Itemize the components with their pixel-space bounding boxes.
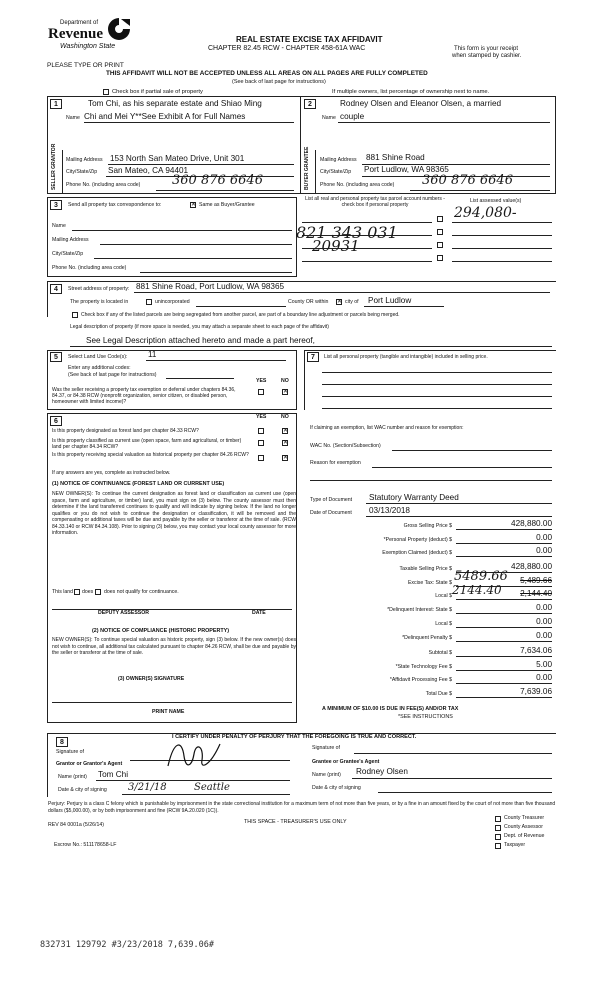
form-revision: REV 84 0001a (5/26/14) (48, 822, 104, 828)
personal-property-checkbox-1[interactable] (437, 216, 443, 222)
section-7-number: 7 (307, 352, 319, 362)
s6-q3: Is this property receiving special valuation as historical property per chapter 84.26 RCW? (52, 452, 249, 458)
grantee-date-rule (378, 792, 552, 793)
s6-yes-header: YES (256, 414, 267, 420)
excise-state-handwritten[interactable]: 5489.66 (454, 569, 508, 584)
land-use-code[interactable]: 11 (148, 350, 157, 359)
s6-q1: Is this property designated as forest land per chapter 84.33 RCW? (52, 428, 199, 434)
excise-state-label: Excise Tax: State $ (407, 580, 452, 586)
treasurer-use: THIS SPACE - TREASURER'S USE ONLY (244, 819, 347, 825)
gross-value[interactable]: 428,880.00 (511, 519, 552, 528)
buyer-phone[interactable]: 360 876 6646 (422, 173, 513, 188)
legal-label: Legal description of property (if more space is needed, you may attach a separate sheet to each page of the affidavit) (70, 324, 329, 330)
additional-codes-rule (166, 378, 234, 379)
warning-text: THIS AFFIDAVIT WILL NOT BE ACCEPTED UNLESS ALL AREAS ON ALL PAGES ARE FULLY COMPLETED (106, 70, 428, 77)
buyer-city[interactable]: Port Ludlow, WA 98365 (364, 165, 449, 174)
partial-sale-checkbox[interactable] (103, 89, 109, 95)
section-8-box (47, 733, 556, 797)
parcel-row-4 (302, 261, 432, 262)
s6-no-header: NO (281, 414, 289, 420)
s7-rule-3 (322, 396, 552, 397)
assessed-row-3 (452, 248, 552, 249)
seller-name-rule (84, 122, 294, 123)
s3-city-label: City/State/Zip (52, 251, 84, 257)
taxable-label: Taxable Selling Price $ (399, 566, 452, 572)
personal-label: *Personal Property (deduct) $ (383, 537, 452, 543)
this-land-label: This land (52, 589, 74, 595)
assessed-row-4 (452, 261, 552, 262)
grantee-name-rule (352, 778, 552, 779)
see-instructions-note: *SEE INSTRUCTIONS (398, 714, 453, 720)
section-1-number: 1 (50, 99, 62, 109)
exemption-label: If claiming an exemption, list WAC number and reason for exemption: (310, 425, 464, 431)
doc-type-rule (366, 503, 552, 504)
reason-rule-2 (310, 480, 552, 481)
city-of-checkbox[interactable] (336, 299, 342, 305)
s5-no-header: NO (281, 378, 289, 384)
street-address[interactable]: 881 Shine Road, Port Ludlow, WA 98365 (136, 282, 285, 291)
grantee-name[interactable]: Rodney Olsen (356, 767, 408, 776)
partial-sale-label: Check box if partial sale of property (112, 89, 203, 95)
does-not-checkbox[interactable] (95, 589, 101, 595)
multiple-owners-note: If multiple owners, list percentage of ownership next to name. (332, 89, 490, 95)
notice1-body: NEW OWNER(S): To continue the current designation as forest land or classification as current use (open space, farm and agriculture, or timber) land, you must sign on (3) below. The county assessor must then determine if the land transferred continues to qualify and will indicate by signing below. If the land no longer qualifies or you do not wish to continue the designation or classification, it will be removed and the compensating or additional taxes will be due and payable by the seller or transferor at the time of sale. (RCW 84.33.140 or RCW 84.34.108). Prior to signing (3) below, you may contact your local county assessor for more information. (52, 491, 297, 536)
seller-addr-rule (108, 164, 294, 165)
logo-dept-text: Department of (60, 20, 99, 26)
land-use-label: Select Land Use Code(s): (68, 354, 128, 360)
subtotal-label: Subtotal $ (428, 650, 452, 656)
delinq-local-rule (456, 627, 552, 628)
grantee-agent-label: Grantee or Grantee's Agent (312, 759, 380, 765)
tech-fee-rule (456, 670, 552, 671)
grantor-date[interactable]: 3/21/18 (128, 782, 167, 793)
parties-divider (300, 96, 301, 194)
affidavit-fee-value[interactable]: 0.00 (536, 673, 552, 682)
s6-q2-no[interactable] (282, 440, 288, 446)
grantor-sig-label: Signature of (56, 749, 84, 755)
taxable-value[interactable]: 428,880.00 (511, 562, 552, 571)
copy-dept-revenue: Dept. of Revenue (504, 833, 545, 839)
s7-rule-1 (322, 372, 552, 373)
grantor-date-label: Date & city of signing (58, 787, 107, 793)
excise-local-rule (456, 599, 552, 600)
s6-q1-no[interactable] (282, 428, 288, 434)
copy-dept-revenue-checkbox[interactable] (495, 834, 501, 840)
grantor-signature-scribble[interactable] (164, 736, 224, 776)
dor-logo (48, 18, 138, 58)
excise-state-value[interactable]: 5,489.66 (520, 576, 552, 585)
subtotal-rule (456, 656, 552, 657)
same-as-buyer-label: Same as Buyer/Grantee (199, 202, 255, 208)
s5-q1-no[interactable] (282, 389, 288, 395)
legal-rule-1 (70, 346, 552, 347)
section-2-number: 2 (304, 99, 316, 109)
copy-taxpayer-checkbox[interactable] (495, 843, 501, 849)
s5-yes-header: YES (256, 378, 267, 384)
subtotal-value[interactable]: 7,634.06 (520, 646, 552, 655)
county-rule (196, 306, 286, 307)
wac-rule (392, 450, 552, 451)
grantee-name-label: Name (print) (312, 772, 341, 778)
certify-statement: I CERTIFY UNDER PENALTY OF PERJURY THAT THE FOREGOING IS TRUE AND CORRECT. (172, 734, 417, 740)
copy-taxpayer: Taxpayer (504, 842, 526, 848)
assessed-row-1 (452, 222, 552, 223)
exemption-claimed-value[interactable]: 0.00 (536, 546, 552, 555)
additional-codes-see-back: (See back of last page for instructions) (68, 372, 157, 378)
s7-rule-2 (322, 384, 552, 385)
doc-date-rule (366, 516, 552, 517)
print-name-label: PRINT NAME (152, 709, 185, 715)
assessed-value-1[interactable]: 294,080- (454, 205, 517, 221)
same-as-buyer-checkbox[interactable] (190, 202, 196, 208)
owner-sig-rule (52, 702, 292, 703)
form-chapter: CHAPTER 82.45 RCW - CHAPTER 458-61A WAC (208, 45, 366, 52)
s3-name-label: Name (52, 223, 66, 229)
total-rule (456, 697, 552, 698)
excise-local-label: Local $ (435, 593, 452, 599)
notice2-title: (2) NOTICE OF COMPLIANCE (HISTORIC PROPERTY) (92, 628, 230, 634)
tech-fee-value[interactable]: 5.00 (536, 660, 552, 669)
s3-phone-label: Phone No. (including area code) (52, 265, 127, 271)
delinq-pen-label: *Delinquent Penalty $ (402, 635, 452, 641)
does-checkbox[interactable] (74, 589, 80, 595)
buyer-phone-label: Phone No. (including area code) (320, 182, 395, 188)
minimum-fee-note: A MINIMUM OF $10.00 IS DUE IN FEE(S) AND/OR TAX (322, 706, 459, 712)
receipt-note-1: This form is your receipt (454, 46, 519, 52)
seller-side-divider (62, 150, 63, 194)
delinq-pen-value[interactable]: 0.00 (536, 631, 552, 640)
buyer-side-divider (315, 150, 316, 194)
doc-type[interactable]: Statutory Warranty Deed (369, 493, 459, 502)
seller-name-line2[interactable]: Chi and Mei Y**See Exhibit A for Full Names (84, 112, 246, 121)
personal-rule (456, 543, 552, 544)
s6-q3-yes[interactable] (258, 455, 264, 461)
section-6-number: 6 (50, 416, 62, 426)
buyer-phone-rule (410, 190, 550, 191)
delinq-int-value[interactable]: 0.00 (536, 603, 552, 612)
parcel-header: List all real and personal property tax parcel account numbers - check box if personal property (305, 196, 445, 208)
s3-addr-rule (100, 244, 292, 245)
s7-rule-4 (322, 408, 552, 409)
city-of-label: city of (345, 299, 359, 305)
owner-signature-label: (3) OWNER(S) SIGNATURE (118, 676, 185, 682)
form-title: REAL ESTATE EXCISE TAX AFFIDAVIT (236, 35, 383, 44)
located-in-label: The property is located in (70, 299, 129, 305)
grantee-sig-rule (354, 753, 552, 754)
unincorporated-label: unincorporated (155, 299, 190, 305)
legal-description[interactable]: See Legal Description attached hereto and made a part hereof, (86, 336, 315, 345)
parcel-number-1[interactable]: 821 343 031 (296, 223, 398, 242)
see-back-text: (See back of last page for instructions) (232, 79, 326, 85)
unincorporated-checkbox[interactable] (146, 299, 152, 305)
parcel-number-2[interactable]: 20931 (312, 237, 360, 255)
doc-date-label: Date of Document (310, 510, 352, 516)
seller-city-label: City/State/Zip (66, 169, 98, 175)
seller-name-line1: Tom Chi, as his separate estate and Shiao Ming (88, 99, 262, 108)
section-5-number: 5 (50, 352, 62, 362)
s6-q2-yes[interactable] (258, 440, 264, 446)
copy-county-assessor: County Assessor (504, 824, 543, 830)
buyer-addr[interactable]: 881 Shine Road (366, 153, 425, 162)
seller-name-label: Name (66, 115, 80, 121)
total-value[interactable]: 7,639.06 (520, 687, 552, 696)
gross-rule (456, 529, 552, 530)
does-not-label: does not qualify for continuance. (104, 589, 179, 595)
seller-phone-rule (156, 190, 294, 191)
doc-type-label: Type of Document (310, 497, 353, 503)
affidavit-fee-rule (456, 683, 552, 684)
s6-q2: Is this property classified as current use (open space, farm and agricultural, or timber) land per chapter 84.34 RCW? (52, 438, 242, 450)
delinq-local-value[interactable]: 0.00 (536, 617, 552, 626)
exemption-claimed-label: Exemption Claimed (deduct) $ (382, 550, 452, 556)
delinq-local-label: Local $ (435, 621, 452, 627)
section-8-number: 8 (56, 737, 68, 747)
street-label: Street address of property: (68, 286, 130, 292)
grantor-name-rule (96, 780, 290, 781)
grantee-date-label: Date & city of signing (312, 785, 361, 791)
copy-county-treasurer: County Treasurer (504, 815, 545, 821)
deputy-date-label: DATE (252, 610, 266, 616)
copy-county-assessor-checkbox[interactable] (495, 825, 501, 831)
delinq-pen-rule (456, 641, 552, 642)
buyer-city-label: City/State/Zip (320, 169, 352, 175)
personal-property-checkbox-4[interactable] (437, 255, 443, 261)
section-4-number: 4 (50, 284, 62, 294)
additional-codes-label: Enter any additional codes: (68, 365, 131, 371)
copy-county-treasurer-checkbox[interactable] (495, 816, 501, 822)
exemption-claimed-rule (456, 556, 552, 557)
reason-rule-1 (372, 467, 552, 468)
s3-name-rule (72, 230, 292, 231)
seller-city[interactable]: San Mateo, CA 94401 (108, 166, 189, 175)
personal-property-checkbox-2[interactable] (437, 229, 443, 235)
personal-property-label: List all personal property (tangible and intangible) included in selling price. (324, 354, 488, 360)
s3-phone-rule (140, 272, 292, 273)
excise-local-value[interactable]: 2,144.40 (520, 589, 552, 598)
escrow-number: Escrow No.: 511178658-LF (54, 842, 117, 848)
segregated-checkbox[interactable] (72, 312, 78, 318)
logo-mark-icon (106, 16, 132, 42)
buyer-name-rule (338, 122, 550, 123)
s5-q1: Was the seller receiving a property tax exemption or deferral under chapters 84.36, 84.37, or 84.38 RCW (nonprofit organization, senior citizen, or disabled person, homeowner with limited income)? (52, 387, 236, 405)
buyer-name-line1: Rodney Olsen and Eleanor Olsen, a married (340, 99, 502, 108)
tech-fee-label: *State Technology Fee $ (395, 664, 452, 670)
delinq-int-rule (456, 613, 552, 614)
section-3-label: Send all property tax correspondence to: (68, 202, 162, 208)
reason-label: Reason for exemption (310, 460, 361, 466)
grantor-city[interactable]: Seattle (194, 782, 230, 793)
buyer-name-line2[interactable]: couple (340, 112, 365, 121)
seller-addr-label: Mailing Address (66, 157, 103, 163)
seller-phone-label: Phone No. (including area code) (66, 182, 141, 188)
buyer-addr-label: Mailing Address (320, 157, 357, 163)
city-rule (364, 306, 444, 307)
doc-date[interactable]: 03/13/2018 (369, 506, 410, 515)
section-3-number: 3 (50, 200, 62, 210)
s3-addr-label: Mailing Address (52, 237, 89, 243)
total-label: Total Due $ (425, 691, 452, 697)
assessed-row-2 (452, 235, 552, 236)
wac-label: WAC No. (Section/Subsection) (310, 443, 381, 449)
grantor-name-label: Name (print) (58, 774, 87, 780)
street-rule (134, 292, 550, 293)
excise-local-handwritten[interactable]: 2144.40 (452, 583, 502, 597)
seller-phone[interactable]: 360 876 6646 (172, 173, 263, 188)
buyer-name-label: Name (322, 115, 336, 121)
buyer-side-label: BUYER GRANTEE (304, 146, 310, 190)
payment-stamp: 832731 129792 #3/23/2018 7,639.06# (40, 940, 214, 950)
segregated-label: Check box if any of the listed parcels are being segregated from another parcel, are part of a boundary line adjustment or parcels being merged. (81, 312, 400, 318)
does-label: does (82, 589, 94, 595)
land-use-rule (146, 360, 286, 361)
notice1-title: (1) NOTICE OF CONTINUANCE (FOREST LAND OR CURRENT USE) (52, 481, 225, 487)
delinq-int-label: *Delinquent Interest: State $ (387, 607, 452, 613)
please-type: PLEASE TYPE OR PRINT (47, 62, 124, 69)
personal-value[interactable]: 0.00 (536, 533, 552, 542)
grantor-agent-label: Grantor or Grantor's Agent (56, 761, 123, 767)
county-or-within: County OR within (288, 299, 329, 305)
logo-state-text: Washington State (60, 43, 116, 50)
affidavit-fee-label: *Affidavit Processing Fee $ (389, 677, 452, 683)
logo-revenue-text: Revenue (48, 26, 103, 42)
gross-label: Gross Selling Price $ (403, 523, 452, 529)
s5-q1-yes[interactable] (258, 389, 264, 395)
notice2-body: NEW OWNER(S): To continue special valuation as historic property, sign (3) below. If the new owner(s) does not wish to continue, all additional tax calculated pursuant to chapter 84.26 RCW, shall be due and payable by the seller or transferor at the time of sale. (52, 637, 296, 656)
deputy-assessor-label: DEPUTY ASSESSOR (98, 610, 150, 616)
assessed-header: List assessed value(s) (470, 198, 522, 204)
seller-side-label: SELLER GRANTOR (51, 143, 57, 190)
receipt-note-2: when stamped by cashier. (452, 53, 522, 59)
property-city[interactable]: Port Ludlow (368, 296, 412, 305)
personal-property-checkbox-3[interactable] (437, 242, 443, 248)
perjury-statement: Perjury: Perjury is a class C felony which is punishable by imprisonment in the state correctional institution for a maximum term of not more than five years, or by a fine in an amount fixed by the court of not more than five thousand dollars ($5,000.00), or by both imprisonment and fine (RCW 9A.20.020 (1C)). (48, 801, 556, 814)
grantor-date-rule (122, 794, 290, 795)
s6-q1-yes[interactable] (258, 428, 264, 434)
s6-q3-no[interactable] (282, 455, 288, 461)
s6-if-yes: If any answers are yes, complete as instructed below. (52, 470, 171, 476)
grantor-name[interactable]: Tom Chi (98, 770, 129, 779)
grantee-sig-label: Signature of (312, 745, 340, 751)
seller-addr[interactable]: 153 North San Mateo Drive, Unit 301 (110, 154, 245, 163)
s3-city-rule (94, 258, 292, 259)
